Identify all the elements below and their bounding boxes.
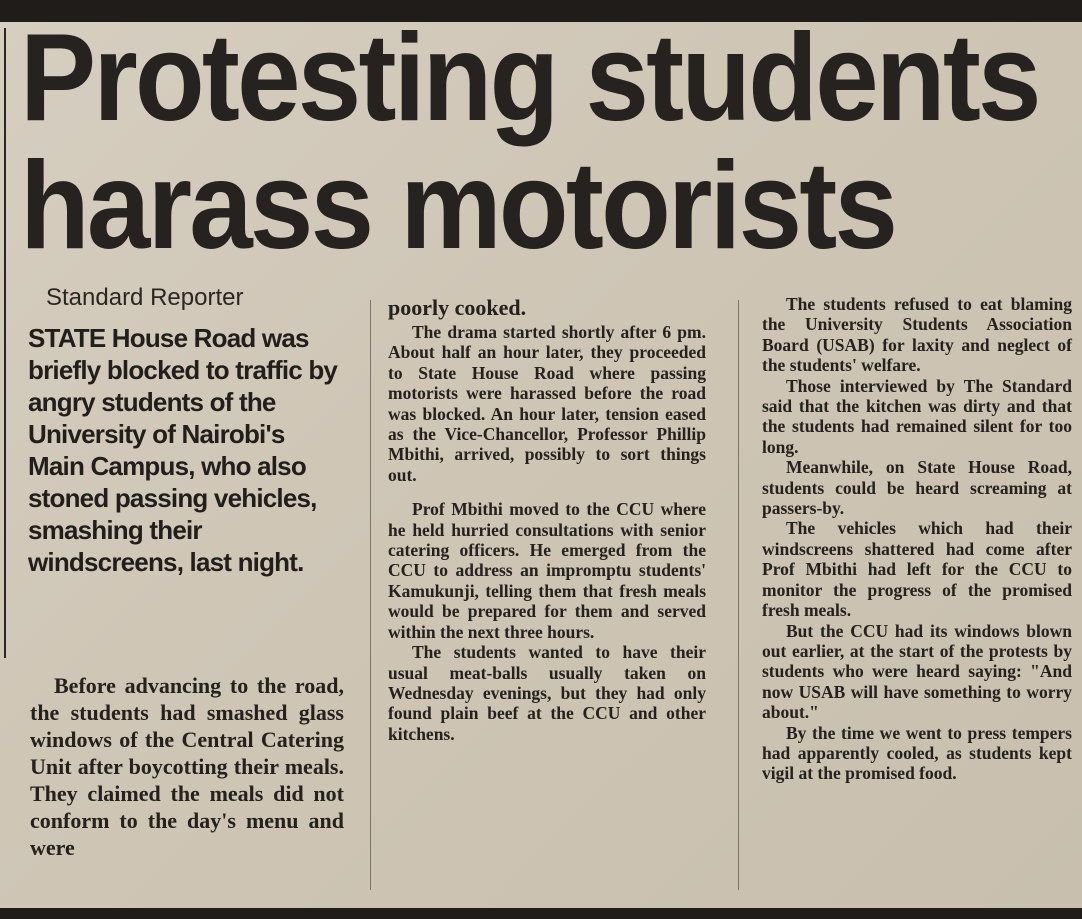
bottom-rule [0, 908, 1082, 919]
column-divider [370, 300, 371, 890]
column-1 [30, 672, 344, 861]
column-2 [388, 294, 706, 744]
column-3-paragraph: Meanwhile, on State House Road, students could be heard screaming at passers-by. [762, 457, 1072, 519]
column-3-paragraph: Those interviewed by The Standard said that the kitchen was dirty and that the students had remained silent for too long. [762, 375, 1072, 457]
headline-line-2: harass motorists [20, 137, 896, 275]
column-2-continuation: poorly cooked. [388, 295, 527, 320]
lede-paragraph: STATE House Road was briefly blocked to traffic by angry students of the University of Nairobi's Main Campus, who also stoned passing vehicles, smashing their windscreens, last night. [28, 323, 338, 577]
column-divider [738, 300, 739, 890]
column-1-paragraph: Before advancing to the road, the students had smashed glass windows of the Central Catering Unit after boycotting their meals. They claimed the meals did not conform to the day's menu and were [30, 673, 344, 860]
headline-line-1: Protesting students [20, 9, 1039, 147]
column-3-paragraph: The vehicles which had their windscreens shattered had come after Prof Mbithi had left for the CCU to monitor the progress of the promised fresh meals. [762, 518, 1072, 621]
column-2-paragraph: Prof Mbithi moved to the CCU where he held hurried consultations with senior catering officers. He emerged from the CCU to address an impromptu students' Kamukunji, telling them that fresh meals would be prepared for them and served within the next three hours. [388, 499, 706, 642]
column-3-paragraph: The students refused to eat blaming the University Students Association Board (USAB) for laxity and neglect of the students' welfare. [762, 294, 1072, 376]
column-3-paragraph: By the time we went to press tempers had apparently cooled, as students kept vigil at the promised food. [762, 722, 1072, 784]
column-2-paragraph: The drama started shortly after 6 pm. About half an hour later, they proceeded to State House Road where passing motorists were harassed before the road was blocked. An hour later, tension eased as the Vice-Chancellor, Professor Phillip Mbithi, arrived, possibly to sort things out. [388, 322, 706, 485]
left-rule [4, 28, 6, 658]
headline [20, 9, 1039, 275]
column-2-paragraph: The students wanted to have their usual meat-balls usually taken on Wednesday evenings, but they had only found plain beef at the CCU and other kitchens. [388, 642, 706, 744]
column-3 [762, 294, 1072, 784]
column-3-paragraph: But the CCU had its windows blown out earlier, at the start of the protests by students who were heard saying: "And now USAB will have something to worry about." [762, 620, 1072, 723]
byline: Standard Reporter [46, 284, 244, 311]
